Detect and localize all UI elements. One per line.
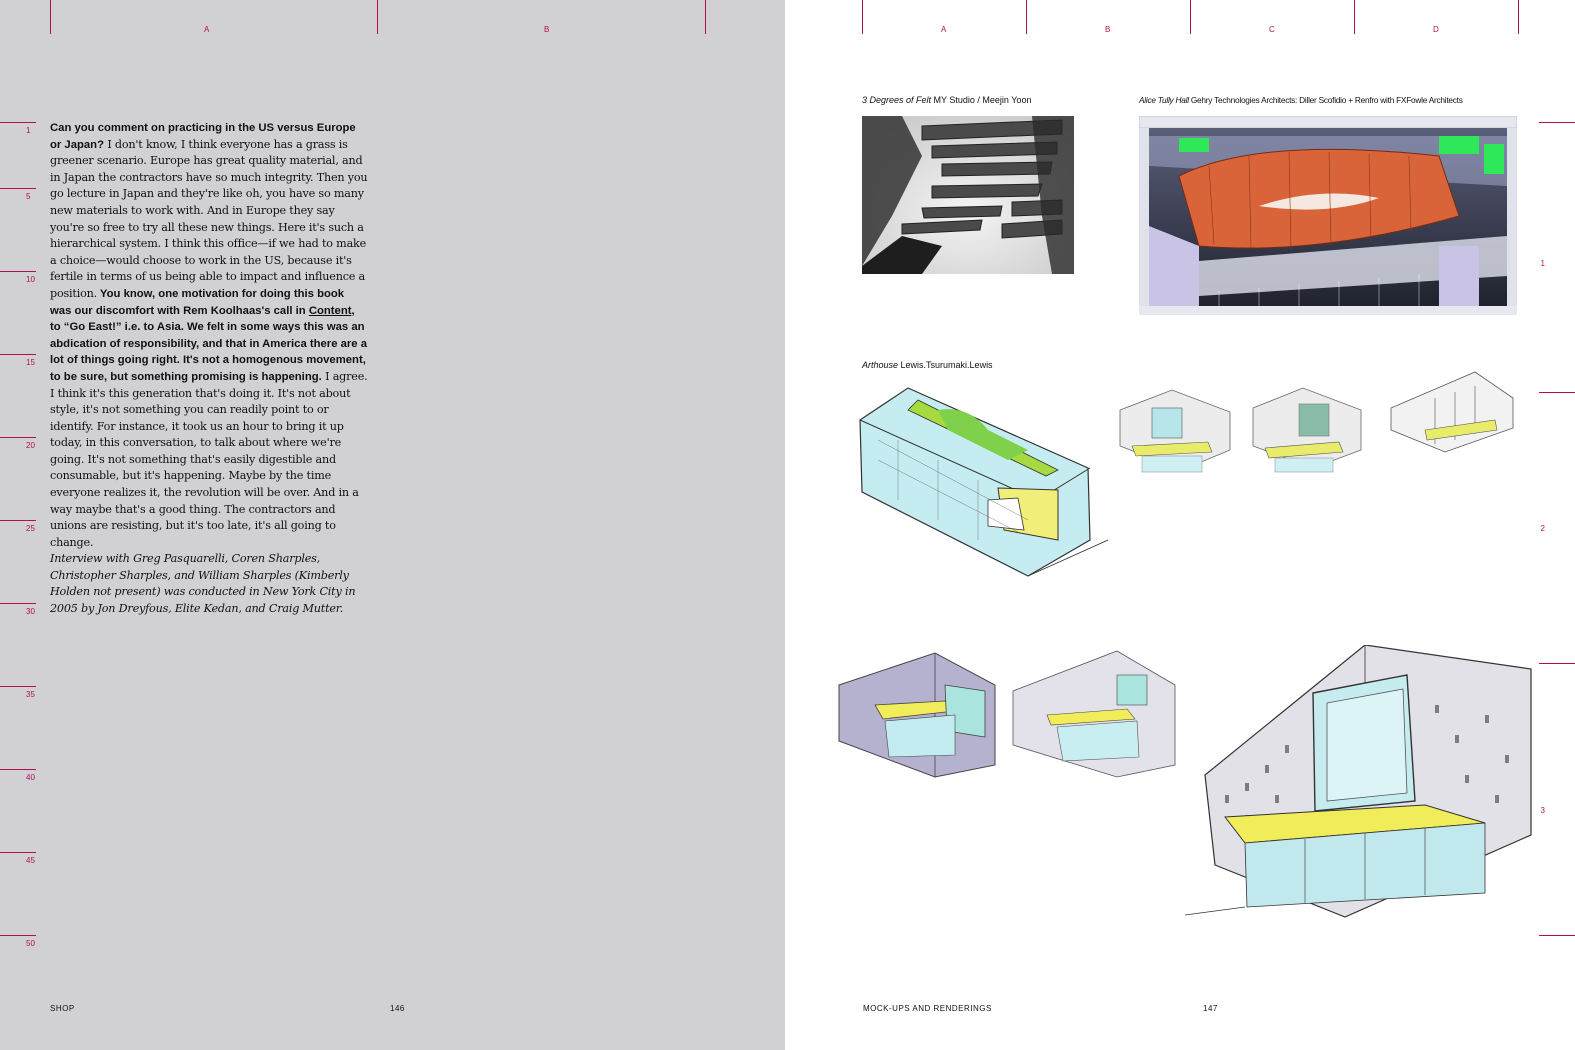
page-number: 147 [1203, 1004, 1218, 1013]
running-footer: MOCK-UPS AND RENDERINGS [863, 1004, 992, 1013]
caption-title: Alice Tully Hall [1139, 95, 1189, 105]
line-number: 50 [26, 939, 35, 948]
row-number: 2 [1540, 524, 1545, 533]
line-number: 20 [26, 441, 35, 450]
arthouse-sketch-small-3 [1385, 368, 1520, 463]
column-rule [1190, 0, 1191, 34]
column-label: D [1433, 25, 1439, 34]
column-rule [705, 0, 706, 34]
right-page [785, 0, 1575, 1050]
column-label: A [204, 25, 210, 34]
interview-credit: Interview with Greg Pasquarelli, Coren Sharples, Christopher Sharples, and William Sharples (Kimberly Holden not present) was conducted in New York City in 2005 by Jon Dreyfous, Elite Kedan, and Craig Mutter. [50, 552, 356, 615]
caption-3-degrees-of-felt [862, 95, 1031, 105]
caption-credit: Gehry Technologies Architects: Diller Scofidio + Renfro with FXFowle Architects [1188, 95, 1463, 105]
column-rule [1026, 0, 1027, 34]
answer-2: I agree. I think it's this generation that's doing it. It's not about style, it's not something you can readily point to or identify. For instance, it took us an hour to bring it up today, in this conversation, to talk about where we're going. It's not something that's easily digestible and consumable, but it's happening. Maybe by the time everyone realizes it, the revolution will be over. And in a way maybe that's a good thing. The contractors and unions are resisting, but it's too late, it's all going to change. [50, 369, 368, 549]
column-label: B [544, 25, 550, 34]
line-number: 30 [26, 607, 35, 616]
question-2-part-a: You know, one motivation for doing this book was our discomfort with Rem Koolhaas's call in [50, 287, 345, 317]
arthouse-axonometric-sketch [858, 380, 1108, 580]
column-rule [377, 0, 378, 34]
content-link: Content [308, 304, 352, 317]
arthouse-sketch-small-2 [1243, 380, 1371, 490]
line-number: 10 [26, 275, 35, 284]
line-number: 1 [26, 126, 31, 135]
line-mark [0, 354, 36, 355]
line-mark [0, 271, 36, 272]
line-mark [0, 686, 36, 687]
arthouse-perspective-sketch-2 [1007, 645, 1182, 780]
column-label: A [941, 25, 947, 34]
interview-paragraph [50, 120, 368, 551]
question-1: Can you comment on practicing in the US versus Europe or Japan? [50, 122, 356, 151]
line-mark [0, 520, 36, 521]
line-mark [0, 603, 36, 604]
line-number: 5 [26, 192, 31, 201]
running-footer: SHOP [50, 1004, 75, 1013]
line-number: 35 [26, 690, 35, 699]
caption-credit: MY Studio / Meejin Yoon [931, 95, 1032, 105]
three-degrees-of-felt-image [862, 116, 1074, 274]
page-number: 146 [390, 1004, 405, 1013]
column-rule [862, 0, 863, 34]
row-number: 3 [1540, 806, 1545, 815]
answer-1: I don't know, I think everyone has a grass is greener scenario. Europe has great quality material, and in Japan the contractors have so much integrity. Then you go lecture in Japan and they're like oh, you have so many new materials to work with. And in Europe they say you're so free to try all these new things. Here it's such a hierarchical system. I think this office—if we had to make a choice—would choose to work in the US, because it's fertile in terms of us being able to impact and influence a position. [50, 137, 368, 300]
line-number: 25 [26, 524, 35, 533]
line-mark [0, 188, 36, 189]
line-mark [0, 935, 36, 936]
column-label: C [1269, 25, 1275, 34]
line-number: 40 [26, 773, 35, 782]
row-mark [1539, 663, 1575, 664]
row-number: 1 [1540, 259, 1545, 268]
column-rule [1518, 0, 1519, 34]
alice-tully-hall-screenshot [1139, 116, 1517, 315]
left-page [0, 0, 785, 1050]
column-rule [1354, 0, 1355, 34]
line-mark [0, 852, 36, 853]
line-number: 45 [26, 856, 35, 865]
line-mark [0, 122, 36, 123]
caption-title: Arthouse [862, 360, 899, 370]
caption-title: 3 Degrees of Felt [862, 95, 932, 105]
arthouse-sketch-small-1 [1112, 380, 1240, 490]
caption-arthouse [862, 360, 993, 370]
caption-alice-tully-hall [1139, 95, 1463, 105]
question-2-part-b: , to “Go East!” i.e. to Asia. We felt in some ways this was an abdication of responsibility, and that in America there are a lot of things going right. It's not a homogenous movement, to be sure, but something promising is happening. [50, 304, 368, 383]
row-mark [1539, 122, 1575, 123]
row-mark [1539, 392, 1575, 393]
caption-credit: Lewis.Tsurumaki.Lewis [898, 360, 993, 370]
column-rule [50, 0, 51, 34]
arthouse-main-perspective-sketch [1185, 645, 1535, 925]
line-mark [0, 437, 36, 438]
column-label: B [1105, 25, 1111, 34]
arthouse-perspective-sketch-1 [835, 645, 1000, 780]
line-mark [0, 769, 36, 770]
question-2 [50, 288, 367, 383]
row-mark [1539, 935, 1575, 936]
line-number: 15 [26, 358, 35, 367]
